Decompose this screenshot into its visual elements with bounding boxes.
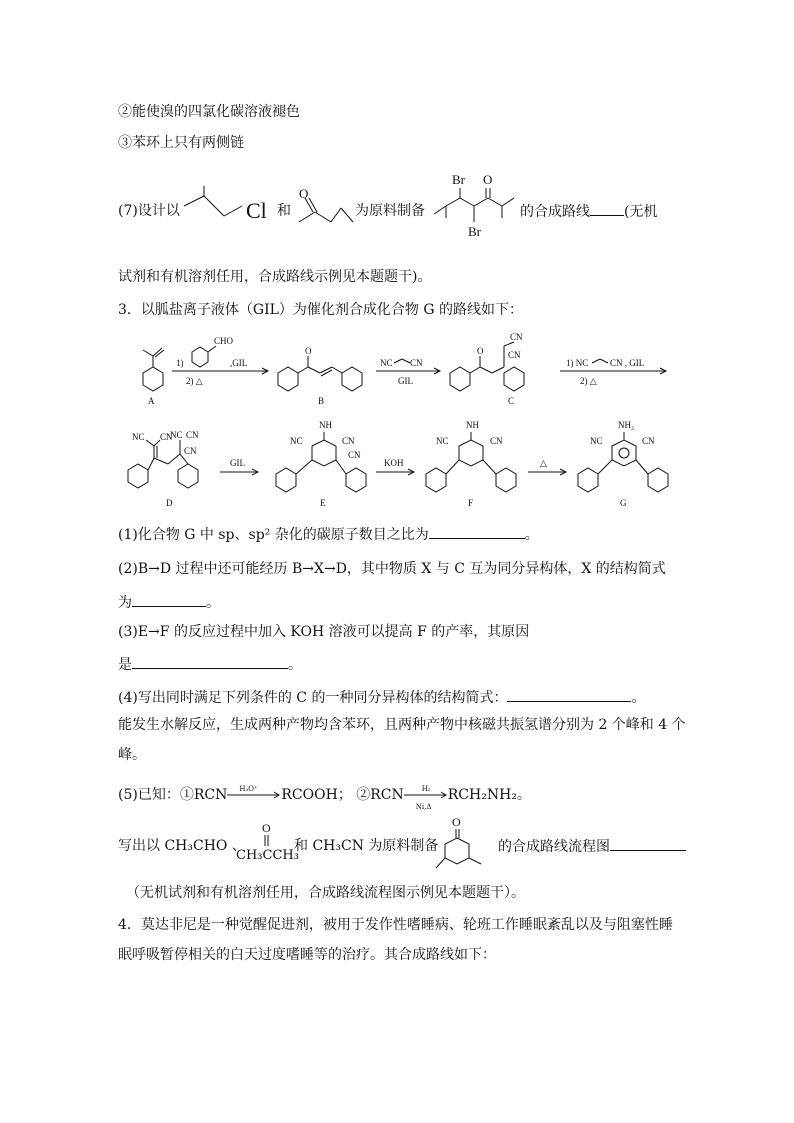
svg-text:O: O: [305, 346, 312, 356]
svg-text:C: C: [508, 396, 515, 406]
svg-text:2) △: 2) △: [580, 376, 597, 386]
compound-a: [143, 348, 164, 406]
q3-part4a: (4)写出同时满足下列条件的 C 的一种同分异构体的结构简式： 。: [118, 687, 645, 708]
svg-text:,GIL: ,GIL: [230, 358, 248, 368]
q3-intro: 3．以胍盐离子液体（GIL）为催化剂合成化合物 G 的路线如下：: [118, 302, 524, 318]
arrow-f-g: [528, 458, 566, 475]
methyl-isopropyl-ketone-structure: [297, 186, 357, 232]
svg-text:NC: NC: [132, 432, 145, 442]
svg-text:O: O: [262, 821, 271, 835]
svg-text:D: D: [166, 498, 173, 508]
svg-text:CN: CN: [510, 332, 523, 342]
svg-text:CN: CN: [490, 436, 503, 446]
svg-text:△: △: [540, 458, 547, 468]
arrow-e-f: [376, 458, 414, 475]
svg-text:A: A: [148, 396, 155, 406]
svg-text:NC: NC: [170, 430, 183, 440]
svg-text:B: B: [318, 396, 325, 406]
q3-part4b: 能发生水解反应，生成两种产物均含苯环，且两种产物中核磁共振氢谱分别为 2 个峰和 4 个: [118, 717, 686, 733]
svg-text:NC: NC: [290, 436, 303, 446]
compound-g: [578, 420, 668, 508]
svg-text:GIL: GIL: [398, 376, 413, 386]
svg-text:Br: Br: [452, 172, 465, 187]
svg-text:CN: CN: [342, 436, 355, 446]
q4-intro-b: 眠呼吸暂停相关的白天过度嗜睡等的治疗。其合成路线如下：: [118, 947, 496, 963]
q3-part5-known: (5)已知：①RCN H₃O⁺ RCOOH； ②RCN H₂ Ni,Δ RCH₂NH₂。: [118, 785, 531, 811]
arrow-b-c: [376, 358, 440, 386]
arrow-c-d: [560, 358, 666, 386]
compound-d: [128, 430, 199, 508]
svg-text:F: F: [468, 498, 474, 508]
svg-text:O: O: [299, 186, 309, 201]
q7-text-start: (7)设计以: [118, 203, 180, 219]
svg-text:NH: NH: [466, 420, 479, 430]
dibromo-ketone-target-structure: [432, 170, 518, 248]
q3-part3a: (3)E→F 的反应过程中加入 KOH 溶液可以提高 F 的产率，其原因: [118, 624, 530, 640]
isobutyl-chloride-structure: [180, 186, 280, 232]
q7-route-text: 的合成路线 (无机: [520, 201, 657, 222]
svg-text:NC: NC: [436, 436, 449, 446]
svg-text:1): 1): [176, 358, 184, 368]
svg-text:.: .: [471, 839, 474, 851]
arrow-d-e: [220, 458, 258, 475]
cl-label: Cl: [246, 198, 267, 223]
svg-text:CN: CN: [160, 432, 173, 442]
q3-part1: (1)化合物 G 中 sp、sp² 杂化的碳原子数目之比为 。: [118, 524, 539, 545]
svg-text:CN: CN: [186, 430, 199, 440]
q3-part5-task-b: 和 CH₃CN 为原料制备: [294, 838, 439, 854]
svg-text:NH₂: NH₂: [618, 420, 635, 430]
lactone-target-structure: [432, 816, 490, 874]
compound-b: [278, 346, 362, 406]
svg-text:GIL: GIL: [230, 458, 245, 468]
q3-part5-note: （无机试剂和有机溶剂任用，合成路线流程图示例见本题题干）。: [126, 885, 525, 901]
svg-text:CN: CN: [348, 450, 361, 460]
q4-intro-a: 4．莫达非尼是一种觉醒促进剂，被用于发作性嗜睡病、轮班工作睡眠紊乱以及与阻塞性睡: [118, 917, 673, 933]
q3-part2a: (2)B→D 过程中还可能经历 B→X→D，其中物质 X 与 C 互为同分异构体，X 的结构简式: [118, 561, 666, 577]
svg-text:NC: NC: [590, 436, 603, 446]
svg-text:2) △: 2) △: [186, 376, 203, 386]
compound-c: [450, 332, 524, 406]
q7-text-end: 试剂和有机溶剂任用，合成路线示例见本题题干)。: [118, 269, 432, 285]
q3-part3b: 是 。: [118, 654, 302, 675]
q3-part4c: 峰。: [118, 747, 146, 763]
svg-text:CN: CN: [642, 436, 655, 446]
arrow-a-b: [172, 336, 268, 386]
svg-text:CN , GIL: CN , GIL: [610, 358, 645, 368]
svg-text:NH: NH: [319, 420, 332, 430]
svg-text:NC: NC: [380, 358, 393, 368]
svg-text:KOH: KOH: [384, 458, 404, 468]
acetone-structure: O CH₃CCH₃: [236, 821, 299, 863]
q3-part5-task-a: 写出以 CH₃CHO 、: [118, 838, 246, 854]
q3-part5-task-end: 的合成路线流程图: [498, 836, 686, 857]
svg-text:CHO: CHO: [214, 336, 234, 346]
compound-f: [426, 420, 516, 508]
q7-and: 和: [277, 203, 291, 219]
svg-text:O: O: [477, 346, 484, 356]
svg-text:CN: CN: [508, 350, 521, 360]
condition-3: ③苯环上只有两侧链: [118, 135, 244, 151]
q7-raw-materials: 为原料制备: [355, 203, 425, 219]
svg-text:Br: Br: [468, 224, 481, 239]
svg-text:CN: CN: [410, 358, 423, 368]
svg-text:E: E: [320, 498, 326, 508]
condition-2: ②能使溴的四氯化碳溶液褪色: [118, 104, 300, 120]
compound-e: [276, 420, 366, 508]
svg-text:1) NC: 1) NC: [566, 358, 589, 368]
svg-text:O: O: [483, 172, 493, 187]
q3-part2b: 为 。: [118, 592, 220, 613]
reaction-scheme: [110, 328, 690, 518]
svg-text:CN: CN: [184, 446, 197, 456]
svg-text:G: G: [620, 498, 627, 508]
svg-text:O: O: [452, 816, 461, 829]
